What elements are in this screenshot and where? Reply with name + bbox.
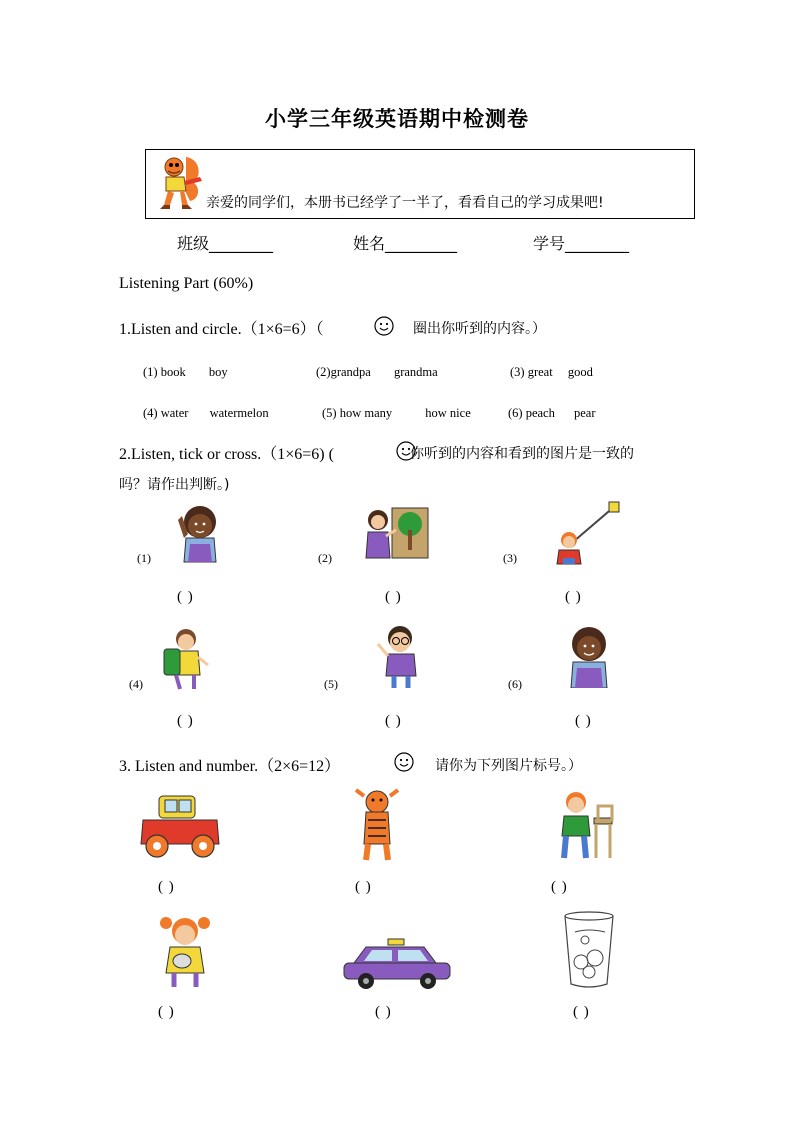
smiley-face-icon bbox=[374, 316, 394, 336]
option-number: (1) bbox=[143, 365, 158, 379]
option-b[interactable]: how nice bbox=[425, 406, 471, 420]
option-6 bbox=[508, 406, 596, 421]
page-title: 小学三年级英语期中检测卷 bbox=[265, 107, 529, 131]
option-b[interactable]: pear bbox=[573, 406, 596, 420]
name-field[interactable]: 姓名_________ bbox=[353, 234, 458, 253]
option-a[interactable]: grandpa bbox=[330, 365, 371, 379]
number-blank[interactable]: ( ) bbox=[573, 1004, 590, 1020]
item-number: (1) bbox=[137, 551, 151, 565]
intro-note: 亲爱的同学们，本册书已经学了一半了，看看自己的学习成果吧! bbox=[206, 195, 604, 211]
student-id-field[interactable]: 学号________ bbox=[533, 234, 630, 253]
glass-of-water-picture bbox=[561, 910, 617, 990]
boy-with-glasses-picture bbox=[364, 622, 436, 688]
option-number: (2) bbox=[316, 365, 331, 379]
class-field[interactable]: 班级________ bbox=[177, 234, 274, 253]
option-a[interactable]: great bbox=[527, 365, 553, 379]
answer-blank[interactable]: ( ) bbox=[565, 589, 582, 605]
option-a[interactable]: peach bbox=[525, 406, 555, 420]
option-number: (6) bbox=[508, 406, 523, 420]
option-b[interactable]: boy bbox=[208, 365, 228, 379]
option-a[interactable]: book bbox=[160, 365, 186, 379]
section1-hint: 圈出你听到的内容。） bbox=[413, 321, 546, 337]
taxi-car-picture bbox=[340, 937, 454, 991]
option-3 bbox=[510, 365, 593, 380]
item-number: (4) bbox=[129, 677, 143, 691]
toy-car-picture bbox=[137, 790, 223, 862]
number-blank[interactable]: ( ) bbox=[551, 879, 568, 895]
option-number: (3) bbox=[510, 365, 525, 379]
section2-hint: 你听到的内容和看到的图片是一致的 bbox=[410, 446, 634, 462]
item-number: (5) bbox=[324, 677, 338, 691]
answer-blank[interactable]: ( ) bbox=[177, 589, 194, 605]
answer-blank[interactable]: ( ) bbox=[385, 589, 402, 605]
section3-hint: 请你为下列图片标号。） bbox=[435, 758, 582, 774]
option-number: (5) bbox=[322, 406, 337, 420]
answer-blank[interactable]: ( ) bbox=[575, 713, 592, 729]
option-a[interactable]: water bbox=[160, 406, 189, 420]
girl-curly-hair-picture bbox=[553, 622, 625, 688]
option-b[interactable]: grandma bbox=[393, 365, 438, 379]
option-b[interactable]: good bbox=[567, 365, 593, 379]
answer-blank[interactable]: ( ) bbox=[385, 713, 402, 729]
section3-title: 3. Listen and number.（2×6=12） bbox=[119, 758, 341, 775]
item-number: (3) bbox=[503, 551, 517, 565]
boy-and-chair-picture bbox=[552, 788, 618, 862]
section2-title: 2.Listen, tick or cross.（1×6=6) ( bbox=[119, 446, 334, 463]
answer-blank[interactable]: ( ) bbox=[177, 713, 194, 729]
section2-hint-continued: 吗？请作出判断。) bbox=[119, 477, 230, 493]
option-b[interactable]: watermelon bbox=[209, 406, 269, 420]
number-blank[interactable]: ( ) bbox=[375, 1004, 392, 1020]
girl-with-pigtails-picture bbox=[152, 913, 218, 989]
tiger-picture bbox=[352, 788, 402, 862]
option-2 bbox=[316, 365, 438, 380]
number-blank[interactable]: ( ) bbox=[158, 879, 175, 895]
option-number: (4) bbox=[143, 406, 158, 420]
girl-wave-picture bbox=[160, 500, 232, 566]
item-number: (2) bbox=[318, 551, 332, 565]
squirrel-mascot-icon bbox=[156, 153, 204, 211]
girl-painting-tree-picture bbox=[360, 500, 432, 566]
number-blank[interactable]: ( ) bbox=[355, 879, 372, 895]
section1-title: 1.Listen and circle.（1×6=6）（ bbox=[119, 321, 324, 338]
smiley-face-icon bbox=[394, 752, 414, 772]
option-1 bbox=[143, 365, 228, 380]
option-5 bbox=[322, 406, 471, 421]
item-number: (6) bbox=[508, 677, 522, 691]
boy-pointing-picture bbox=[553, 500, 625, 566]
option-4 bbox=[143, 406, 269, 421]
number-blank[interactable]: ( ) bbox=[158, 1004, 175, 1020]
girl-with-schoolbag-picture bbox=[150, 625, 222, 691]
option-a[interactable]: how many bbox=[339, 406, 393, 420]
part-title: Listening Part (60%) bbox=[119, 275, 254, 292]
